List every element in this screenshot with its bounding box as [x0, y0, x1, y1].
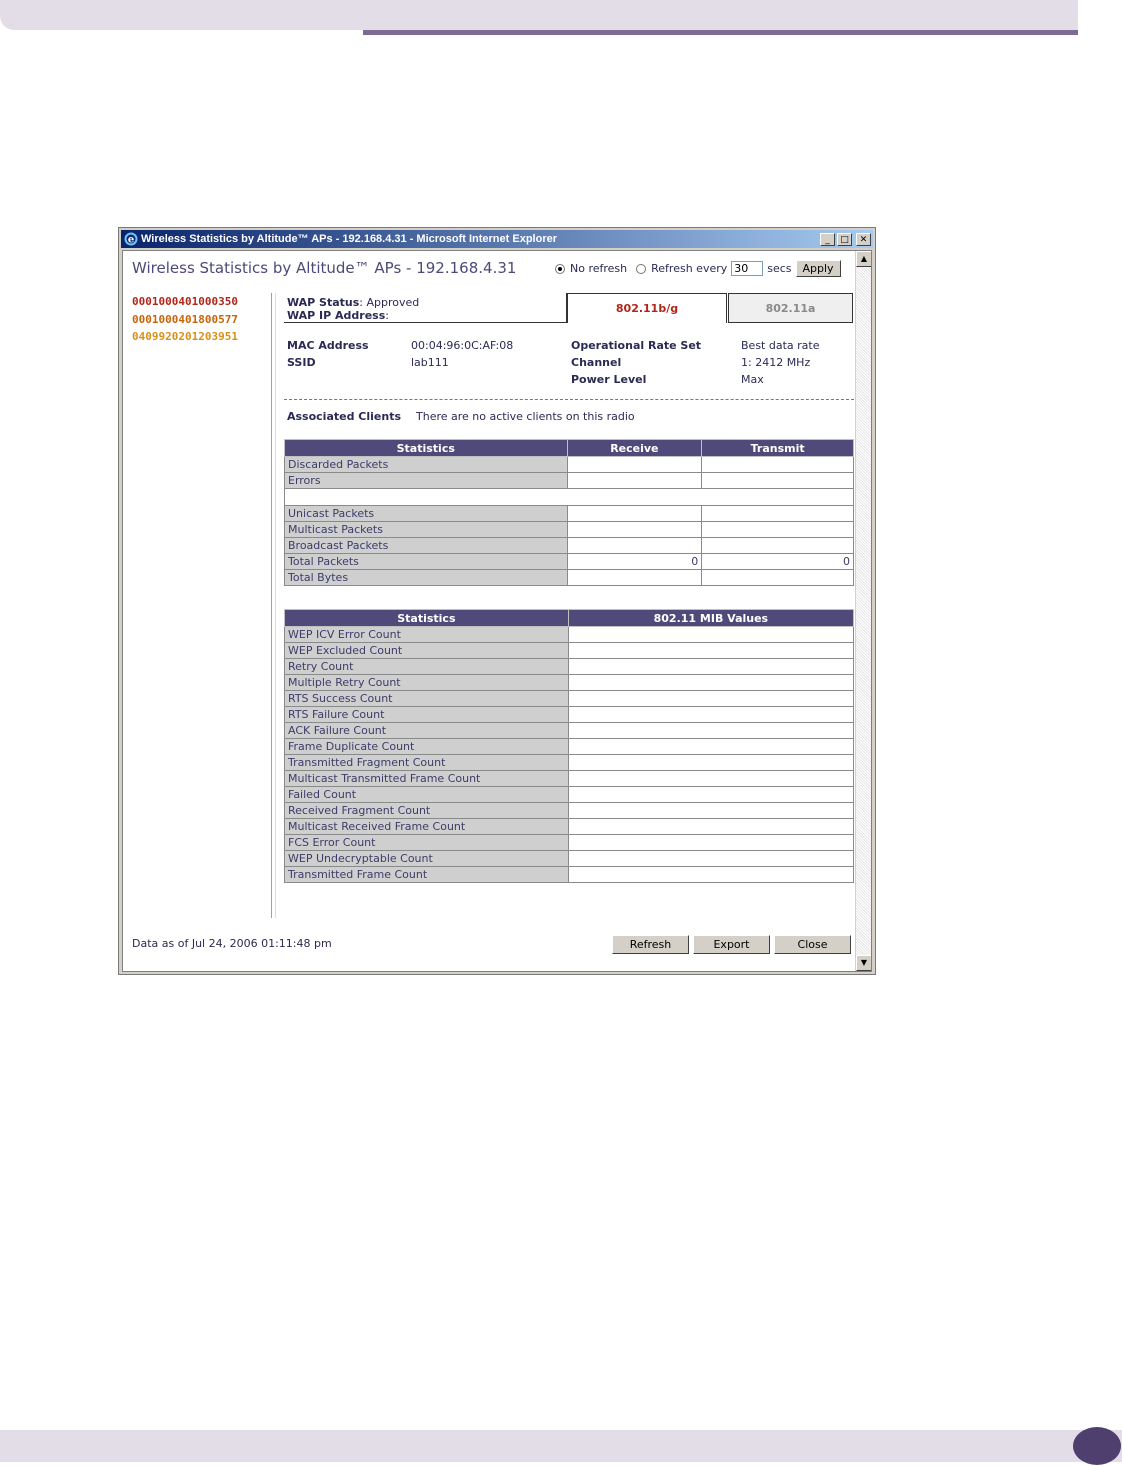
power-level-label: Power Level — [571, 373, 647, 386]
page-number-badge — [1073, 1427, 1121, 1465]
vertical-scrollbar[interactable] — [855, 251, 871, 971]
row-label: ACK Failure Count — [285, 723, 569, 739]
row-label: Total Packets — [285, 554, 568, 570]
table-row — [285, 867, 854, 883]
column-header-transmit: Transmit — [702, 440, 854, 457]
column-header-mib-values: 802.11 MIB Values — [568, 610, 853, 627]
wap-status-value: : Approved — [359, 296, 420, 309]
spacer-cell — [285, 489, 854, 506]
table-row — [285, 755, 854, 771]
receive-value — [567, 473, 702, 489]
close-button[interactable]: Close — [774, 935, 851, 954]
table-row — [285, 457, 854, 473]
close-window-button[interactable]: ✕ — [856, 233, 871, 246]
table-row — [285, 522, 854, 538]
row-label: RTS Success Count — [285, 691, 569, 707]
table-row — [285, 627, 854, 643]
transmit-value: 0 — [702, 554, 854, 570]
row-label: Unicast Packets — [285, 506, 568, 522]
receive-value — [567, 457, 702, 473]
wap-status-box — [284, 293, 567, 323]
row-label: Discarded Packets — [285, 457, 568, 473]
table-row — [285, 787, 854, 803]
mib-value — [568, 787, 853, 803]
channel-label: Channel — [571, 356, 622, 369]
table-spacer-row — [285, 489, 854, 506]
ssid-value: lab111 — [411, 356, 449, 369]
row-label: WEP Excluded Count — [285, 643, 569, 659]
page-title: Wireless Statistics by Altitude™ APs - 192.168.4.31 — [132, 259, 517, 277]
row-label: Received Fragment Count — [285, 803, 569, 819]
window-title: Wireless Statistics by Altitude™ APs - 192.168.4.31 - Microsoft Internet Explorer — [141, 233, 557, 245]
column-header-statistics: Statistics — [285, 610, 569, 627]
mac-address-value: 00:04:96:0C:AF:08 — [411, 339, 514, 352]
mib-value — [568, 835, 853, 851]
ap-list-item[interactable]: 0001000401000350 — [132, 295, 238, 308]
row-label: FCS Error Count — [285, 835, 569, 851]
transmit-value — [702, 570, 854, 586]
row-label: Broadcast Packets — [285, 538, 568, 554]
mib-value — [568, 707, 853, 723]
refresh-button[interactable]: Refresh — [612, 935, 689, 954]
secs-label: secs — [767, 262, 792, 275]
svg-text:e: e — [127, 234, 135, 246]
transmit-value — [702, 457, 854, 473]
table-row — [285, 835, 854, 851]
table-row — [285, 659, 854, 675]
associated-clients-value: There are no active clients on this radio — [416, 410, 635, 423]
row-label: Retry Count — [285, 659, 569, 675]
window-titlebar[interactable] — [121, 230, 873, 248]
row-label: Transmitted Fragment Count — [285, 755, 569, 771]
mib-value — [568, 739, 853, 755]
page-footer-band — [0, 1430, 1122, 1462]
receive-value — [567, 538, 702, 554]
traffic-statistics-table — [284, 439, 854, 586]
channel-value: 1: 2412 MHz — [741, 356, 811, 369]
refresh-every-radio[interactable] — [636, 264, 646, 274]
ap-list — [132, 293, 238, 346]
no-refresh-radio[interactable] — [555, 264, 565, 274]
table-row — [285, 723, 854, 739]
rate-set-label: Operational Rate Set — [571, 339, 702, 352]
mib-value — [568, 755, 853, 771]
table-row — [285, 554, 854, 570]
row-label: Transmitted Frame Count — [285, 867, 569, 883]
page-content — [123, 251, 856, 971]
mib-value — [568, 867, 853, 883]
row-label: Failed Count — [285, 787, 569, 803]
transmit-value — [702, 522, 854, 538]
internet-explorer-icon — [124, 232, 138, 246]
table-row — [285, 691, 854, 707]
mib-value — [568, 819, 853, 835]
table-row — [285, 675, 854, 691]
tab-802-11a[interactable]: 802.11a — [728, 293, 853, 323]
table-row — [285, 538, 854, 554]
row-label: Multiple Retry Count — [285, 675, 569, 691]
refresh-interval-input[interactable] — [731, 261, 763, 276]
apply-button[interactable]: Apply — [796, 260, 841, 277]
mac-address-label: MAC Address — [287, 339, 369, 352]
mib-value — [568, 627, 853, 643]
table-row — [285, 803, 854, 819]
receive-value: 0 — [567, 554, 702, 570]
transmit-value — [702, 538, 854, 554]
refresh-every-label: Refresh every — [651, 262, 728, 275]
table-row — [285, 707, 854, 723]
page-header-band — [0, 0, 1078, 30]
scroll-up-arrow-icon[interactable]: ▲ — [856, 251, 872, 267]
mib-value — [568, 851, 853, 867]
refresh-controls — [555, 260, 841, 277]
sidebar-divider-shadow — [275, 293, 276, 918]
row-label: Errors — [285, 473, 568, 489]
row-label: Multicast Transmitted Frame Count — [285, 771, 569, 787]
minimize-button[interactable]: _ — [820, 233, 835, 246]
table-row — [285, 570, 854, 586]
transmit-value — [702, 473, 854, 489]
row-label: WEP Undecryptable Count — [285, 851, 569, 867]
table-row — [285, 851, 854, 867]
ssid-label: SSID — [287, 356, 316, 369]
row-label: Multicast Packets — [285, 522, 568, 538]
ap-list-item[interactable]: 0001000401800577 — [132, 312, 238, 326]
row-label: Total Bytes — [285, 570, 568, 586]
row-label: RTS Failure Count — [285, 707, 569, 723]
mib-value — [568, 659, 853, 675]
wap-ip-value: : — [385, 309, 389, 322]
receive-value — [567, 506, 702, 522]
mib-value — [568, 675, 853, 691]
table-row — [285, 819, 854, 835]
mib-value — [568, 643, 853, 659]
browser-window — [118, 227, 876, 975]
associated-clients-label: Associated Clients — [287, 410, 402, 423]
scroll-down-arrow-icon[interactable]: ▼ — [856, 955, 872, 971]
maximize-button[interactable]: □ — [837, 233, 852, 246]
table-row — [285, 473, 854, 489]
mib-value — [568, 803, 853, 819]
mib-value — [568, 691, 853, 707]
receive-value — [567, 570, 702, 586]
browser-client-area — [122, 250, 872, 972]
rate-set-value: Best data rate — [741, 339, 820, 352]
row-label: Multicast Received Frame Count — [285, 819, 569, 835]
power-level-value: Max — [741, 373, 764, 386]
export-button[interactable]: Export — [693, 935, 770, 954]
column-header-receive: Receive — [567, 440, 702, 457]
ap-list-item[interactable]: 0409920201203951 — [132, 330, 238, 343]
sidebar-divider — [271, 293, 272, 918]
row-label: Frame Duplicate Count — [285, 739, 569, 755]
table-row — [285, 643, 854, 659]
table-row — [285, 739, 854, 755]
table-row — [285, 506, 854, 522]
column-header-statistics: Statistics — [285, 440, 568, 457]
transmit-value — [702, 506, 854, 522]
mib-statistics-table — [284, 609, 854, 883]
wap-ip-label: WAP IP Address — [287, 309, 386, 322]
row-label: WEP ICV Error Count — [285, 627, 569, 643]
section-divider — [284, 399, 854, 400]
mib-value — [568, 723, 853, 739]
data-timestamp: Data as of Jul 24, 2006 01:11:48 pm — [132, 937, 332, 950]
table-row — [285, 771, 854, 787]
wap-status-label: WAP Status — [287, 296, 360, 309]
mib-value — [568, 771, 853, 787]
no-refresh-label: No refresh — [570, 262, 628, 275]
page-header-rule — [363, 30, 1078, 35]
receive-value — [567, 522, 702, 538]
tab-802-11bg[interactable]: 802.11b/g — [567, 293, 727, 323]
